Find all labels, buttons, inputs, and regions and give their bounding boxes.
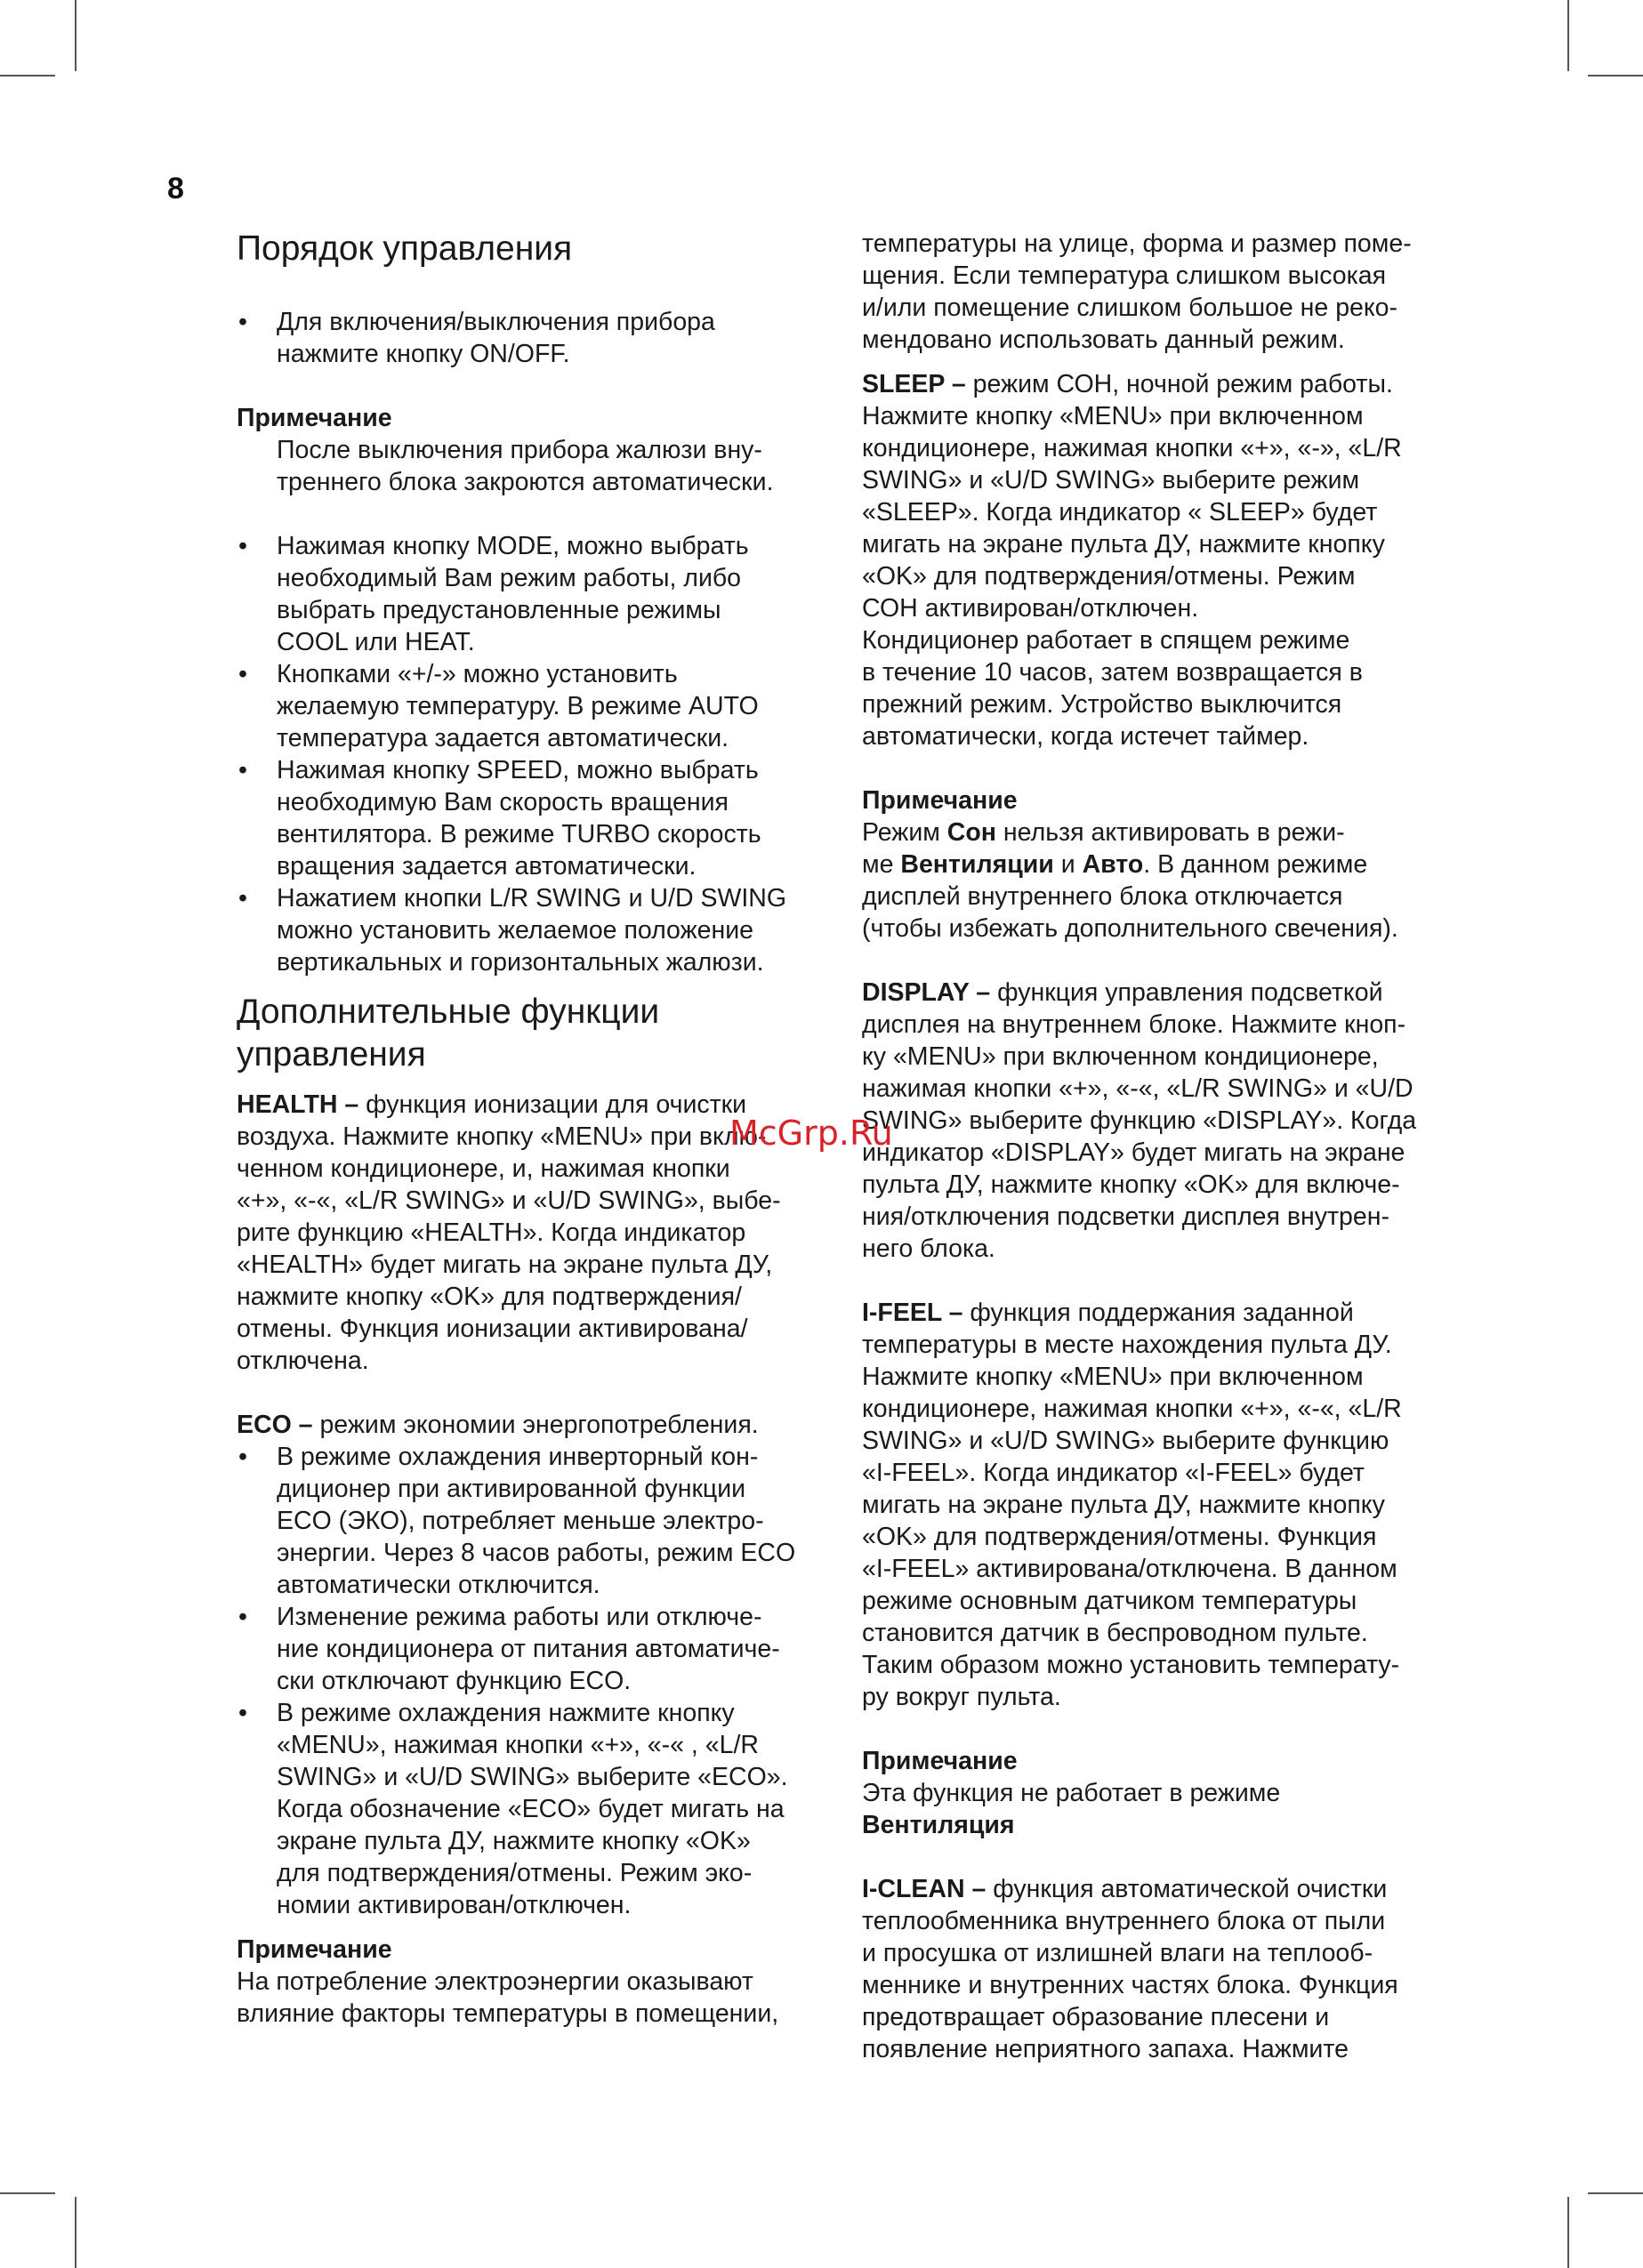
page-number: 8 xyxy=(167,172,184,205)
right-column xyxy=(862,228,1449,2065)
crop-mark xyxy=(75,0,77,71)
sleep-section: SLEEP – режим СОН, ночной режим работы. Нажмите кнопку «MENU» при включенном кондиционере, нажимая кнопки «+», «-», «L/R SWING» и «U/D SWING» выберите режим «SLEEP». Когда индикатор « SLEEP» будет мигать на экране пульта ДУ, нажмите кнопку «OK» для подтверждения/отмены. Режим СОН активирован/отключен. Кондиционер работает в спящем режиме в течение 10 часов, затем возвращается в прежний режим. Устройство выключится автоматически, когда истечет таймер. xyxy=(862,370,1402,751)
ifeel-section: I-FEEL – функция поддержания заданной температуры в месте нахождения пульта ДУ. Нажмите кнопку «MENU» при включенном кондиционере, нажимая кнопки «+», «-«, «L/R SWING» и «U/D SWING» выберите функцию «I-FEEL». Когда индикатор «I-FEEL» будет мигать на экране пульта ДУ, нажмите кнопку «OK» для подтверждения/отмены. Функция «I-FEEL» активирована/отключена. В данном режиме основным датчиком температуры становится датчик в беспроводном пульте. Таким образом можно установить температу- ру вокруг пульта. xyxy=(862,1299,1402,1711)
iclean-term: I-CLEAN – xyxy=(862,1875,987,1903)
crop-mark xyxy=(1588,75,1643,76)
bullet-icon: • xyxy=(238,1699,247,1727)
eco-bullet: • В режиме охлаждения нажмите кнопку «MENU», нажимая кнопки «+», «-« , «L/R SWING» и «U/D SWING» выберите «ECO». Когда обозначение «ECO» будет мигать на экране пульта ДУ, нажмите кнопку «OK» для подтверждения/отмены. Режим эко- номии активирован/отключен. xyxy=(238,1699,788,1919)
heading-control-order: Порядок управления xyxy=(237,229,573,268)
display-section: DISPLAY – функция управления подсветкой дисплея на внутреннем блоке. Нажмите кноп- ку «MENU» при включенном кондиционере, нажимая кнопки «+», «-«, «L/R SWING» и «U/D SWING» выберите функцию «DISPLAY». Когда индикатор «DISPLAY» будет мигать на экране пульта ДУ, нажмите кнопку «OK» для включе- ния/отключения подсветки дисплея внутрен- него блока. xyxy=(862,978,1417,1263)
heading-additional-functions: Дополнительные функции управления xyxy=(237,993,660,1074)
bullet-icon: • xyxy=(238,532,247,560)
left-column: Порядок управления • Для включения/выключения прибора нажмите кнопку ON/OFF. Примечание После выключения прибора жалюзи вну- треннего блока закроются автоматически. • Нажимая кнопку MODE, можно выбрать необходимый Вам режим работы, либо выбрать предустановленные режимы COOL или HEAT. • Кнопками «+/-» можно установить желаемую температуру. В режиме AUTO температура задается автоматически. • Нажимая кнопку SPEED, можно выбрать необходимую Вам скорость вращения вентилятора. В режиме TURBO скорость вращения задается автоматически. • Нажатием кнопки L/R SWING и U/D SWING можно установить желаемое положение вертикальных и горизонтальных жалюзи. Дополнительные функции управления HEALTH – функция ионизации для очистки воздуха. Нажмите кнопку «MENU» при вклю- ченном кондиционере, и, нажимая кнопки «+», «-«, «L/R SWING» и «U/D SWING», выбе- рите функцию «HEALTH». Когда индикатор «HEALTH» будет мигать на экране пульта ДУ, нажмите кнопку «OK» для подтверждения/ отмены. Функция ионизации активирована/ отключена. ECO – режим экономии энергопотребления. • В режиме охлаждения инверторный кон- диционер при активированной функции ECO (ЭКО), потребляет меньше электро- энергии. Через 8 часов работы, режим ECO автоматически отключится. • Изменение режима работы или отключе- ние кондиционера от питания автоматиче- ски отключают функцию ECO. • В режиме охлаждения нажмите кнопку «MENU», нажимая кнопки «+», «-« , «L/R SWING» и «U/D SWING» выберите «ECO». Когда обозначение «ECO» будет мигать на экране пульта ДУ, нажмите кнопку «OK» для подтверждения/отмены. Режим эко- номии активирован/отключен. Примечание На потребление электроэнергии оказывают влияние факторы температуры в помещении, xyxy=(237,228,824,2030)
health-term: HEALTH – xyxy=(237,1090,359,1119)
eco-bullet: • В режиме охлаждения инверторный кон- диционер при активированной функции ECO (ЭКО), потребляет меньше электро- энергии. Через 8 часов работы, режим ECO автоматически отключится. xyxy=(238,1443,796,1599)
note-title: Примечание xyxy=(862,786,1018,815)
bullet-mode: • Нажимая кнопку MODE, можно выбрать необходимый Вам режим работы, либо выбрать предустановленные режимы COOL или HEAT. xyxy=(238,532,749,656)
bullet-swing: • Нажатием кнопки L/R SWING и U/D SWING можно установить желаемое положение вертикальных и горизонтальных жалюзи. xyxy=(238,884,787,977)
watermark: McGrp.Ru xyxy=(729,1114,893,1153)
bullet-speed: • Нажимая кнопку SPEED, можно выбрать необходимую Вам скорость вращения вентилятора. В режиме TURBO скорость вращения задается автоматически. xyxy=(238,756,761,881)
bullet-temperature: • Кнопками «+/-» можно установить желаемую температуру. В режиме AUTO температура задается автоматически. xyxy=(238,660,759,752)
crop-mark xyxy=(1588,2192,1643,2194)
bullet-icon: • xyxy=(238,308,247,336)
bullet-icon: • xyxy=(238,756,247,784)
eco-term: ECO – xyxy=(237,1411,313,1439)
display-term: DISPLAY – xyxy=(862,978,991,1007)
ifeel-note: Примечание Эта функция не работает в режиме Вентиляция xyxy=(862,1745,1449,1841)
eco-bullet: • Изменение режима работы или отключе- ние кондиционера от питания автоматиче- ски отключают функцию ECO. xyxy=(238,1603,780,1695)
bullet-power: • Для включения/выключения прибора нажмите кнопку ON/OFF. xyxy=(238,308,715,368)
bullet-icon: • xyxy=(238,1443,247,1471)
ifeel-term: I-FEEL – xyxy=(862,1299,963,1327)
sleep-term: SLEEP – xyxy=(862,370,966,398)
note-title: Примечание xyxy=(862,1747,1018,1775)
bullet-icon: • xyxy=(238,1603,247,1631)
crop-mark xyxy=(1567,2197,1569,2268)
bullet-icon: • xyxy=(238,660,247,688)
note-text: После выключения прибора жалюзи вну- треннего блока закроются автоматически. xyxy=(277,436,774,496)
crop-mark xyxy=(0,75,55,76)
note-title: Примечание xyxy=(237,1935,392,1964)
sleep-note: Примечание Режим Сон нельзя активировать в режи- ме Вентиляции и Авто. В данном режиме дисплей внутреннего блока отключается (чтобы избежать дополнительного свечения). xyxy=(862,784,1449,945)
crop-mark xyxy=(1567,0,1569,71)
eco-continuation: температуры на улице, форма и размер поме- щения. Если температура слишком высокая и/или помещение слишком большое не реко- мендовано использовать данный режим. xyxy=(862,229,1412,354)
health-section: HEALTH – функция ионизации для очистки воздуха. Нажмите кнопку «MENU» при вклю- ченном кондиционере, и, нажимая кнопки «+», «-«, «L/R SWING» и «U/D SWING», выбе- рите функцию «HEALTH». Когда индикатор «HEALTH» будет мигать на экране пульта ДУ, нажмите кнопку «OK» для подтверждения/ отмены. Функция ионизации активирована/ отключена. xyxy=(237,1090,781,1375)
bullet-icon: • xyxy=(238,884,247,913)
note-title: Примечание xyxy=(237,404,392,432)
crop-mark xyxy=(0,2192,55,2194)
crop-mark xyxy=(75,2197,77,2268)
eco-section: ECO – режим экономии энергопотребления. • В режиме охлаждения инверторный кон- диционер при активированной функции ECO (ЭКО), потребляет меньше электро- энергии. Через 8 часов работы, режим ECO автоматически отключится. • Изменение режима работы или отключе- ние кондиционера от питания автоматиче- ски отключают функцию ECO. • В режиме охлаждения нажмите кнопку «MENU», нажимая кнопки «+», «-« , «L/R SWING» и «U/D SWING» выберите «ECO». Когда обозначение «ECO» будет мигать на экране пульта ДУ, нажмите кнопку «OK» для подтверждения/отмены. Режим эко- номии активирован/отключен. xyxy=(237,1409,824,1921)
iclean-section: I-CLEAN – функция автоматической очистки теплообменника внутреннего блока от пыли и просушка от излишней влаги на теплооб- меннике и внутренних частях блока. Функция предотвращает образование плесени и появление неприятного запаха. Нажмите xyxy=(862,1875,1398,2063)
